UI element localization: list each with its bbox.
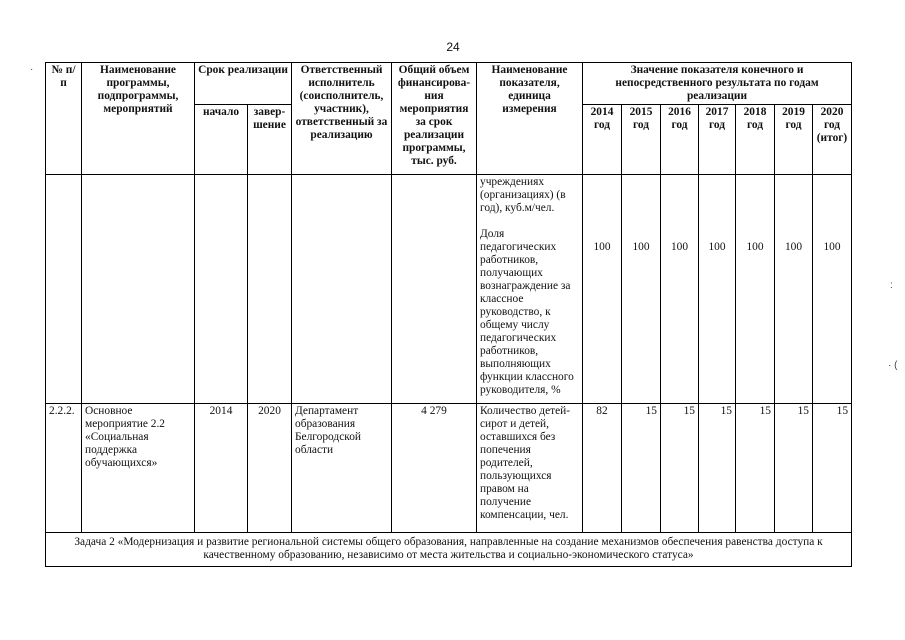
cell-value: 15 bbox=[699, 404, 736, 533]
table-row bbox=[46, 404, 852, 533]
cell-value: 15 bbox=[661, 404, 699, 533]
cell-start: 2014 bbox=[195, 404, 248, 533]
scan-artifact: · ( bbox=[888, 360, 898, 371]
cell-value: 100 bbox=[699, 175, 736, 404]
header-funding: Общий объем финансирова-ния мероприятия за срок реализации программы, тыс. руб. bbox=[392, 63, 477, 175]
cell-value: 15 bbox=[622, 404, 661, 533]
scan-artifact: · bbox=[30, 64, 34, 75]
table-row bbox=[46, 175, 852, 404]
cell-value: 100 bbox=[661, 175, 699, 404]
scan-artifact: : bbox=[890, 280, 893, 291]
cell-name: Основное мероприятие 2.2 «Социальная поддержка обучающихся» bbox=[82, 404, 195, 533]
cell-executor bbox=[292, 175, 392, 404]
header-executor: Ответственный исполнитель (соисполнитель, участник), ответственный за реализацию bbox=[292, 63, 392, 175]
header-num: № п/п bbox=[46, 63, 82, 175]
cell-value: 100 bbox=[775, 175, 813, 404]
header-indicator: Наименование показателя, единица измерения bbox=[477, 63, 583, 175]
cell-funding bbox=[392, 175, 477, 404]
header-period: Срок реализации bbox=[195, 63, 292, 105]
header-end: завер-шение bbox=[248, 105, 292, 175]
header-year: 2014 год bbox=[583, 105, 622, 175]
task-row: Задача 2 «Модернизация и развитие региональной системы общего образования, направленные на создание механизмов обеспечения равенства доступа к качественному образованию, независимо от места жительства и социально-экономического статуса» bbox=[46, 533, 852, 567]
cell-value: 100 bbox=[736, 175, 775, 404]
program-table bbox=[45, 62, 852, 567]
cell-start bbox=[195, 175, 248, 404]
cell-name bbox=[82, 175, 195, 404]
header-year: 2019 год bbox=[775, 105, 813, 175]
cell-value: 15 bbox=[775, 404, 813, 533]
header-year: 2018 год bbox=[736, 105, 775, 175]
cell-indicator: Количество детей-сирот и детей, оставшихся без попечения родителей, пользующихся правом на получение компенсации, чел. bbox=[477, 404, 583, 533]
cell-value: 15 bbox=[736, 404, 775, 533]
cell-value: 82 bbox=[583, 404, 622, 533]
header-year: 2020 год (итог) bbox=[813, 105, 852, 175]
page-number: 24 bbox=[446, 40, 460, 54]
cell-end bbox=[248, 175, 292, 404]
cell-value: 100 bbox=[583, 175, 622, 404]
indicator-text: Доля педагогических работников, получающих вознаграждение за классное руководство, к общему числу педагогических работников, выполняющих функции классного руководителя, % bbox=[480, 228, 574, 396]
cell-funding: 4 279 bbox=[392, 404, 477, 533]
cell-indicator bbox=[477, 175, 583, 404]
cell-end: 2020 bbox=[248, 404, 292, 533]
cell-value: 15 bbox=[813, 404, 852, 533]
cell-value: 100 bbox=[622, 175, 661, 404]
header-year: 2016 год bbox=[661, 105, 699, 175]
header-name: Наименование программы, подпрограммы, мероприятий bbox=[82, 63, 195, 175]
indicator-continued: учреждениях (организациях) (в год), куб.м/чел. bbox=[480, 176, 566, 214]
cell-value: 100 bbox=[813, 175, 852, 404]
cell-num bbox=[46, 175, 82, 404]
header-start: начало bbox=[195, 105, 248, 175]
cell-executor: Департамент образования Белгородской области bbox=[292, 404, 392, 533]
header-year: 2015 год bbox=[622, 105, 661, 175]
header-values-group: Значение показателя конечного и непосредственного результата по годам реализации bbox=[583, 63, 852, 105]
cell-num: 2.2.2. bbox=[46, 404, 82, 533]
header-year: 2017 год bbox=[699, 105, 736, 175]
